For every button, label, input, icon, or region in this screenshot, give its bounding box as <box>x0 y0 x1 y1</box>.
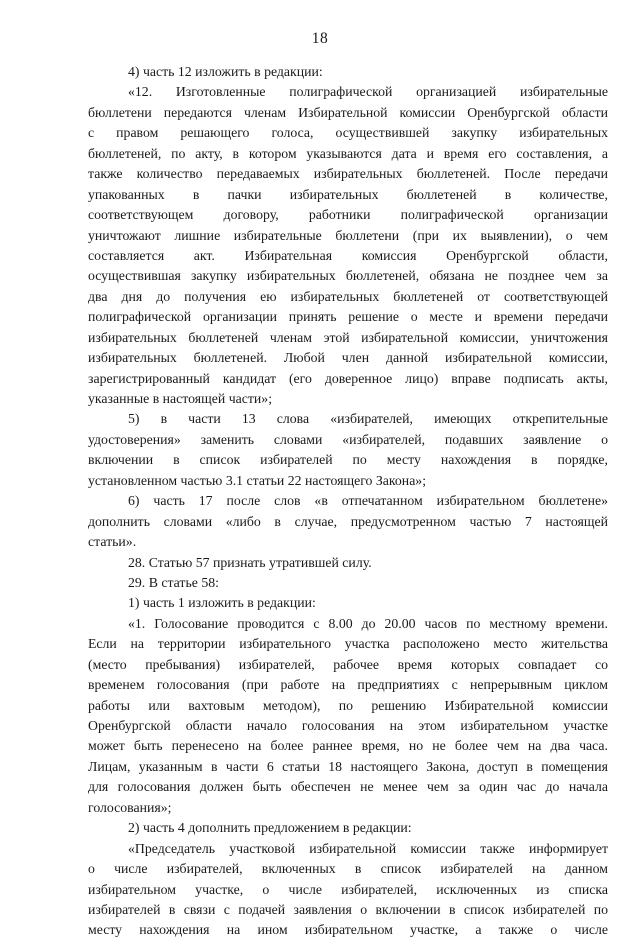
text-line: Оренбургской области начало голосования на этом избирательном участке <box>88 718 608 733</box>
text-line: установленном частью 3.1 статьи 22 настоящего Закона»; <box>88 472 427 488</box>
text-line: работы или вахтовым методом), по решению Избирательной комиссии <box>88 697 608 713</box>
text-line: голосования»; <box>88 799 172 815</box>
page-number: 18 <box>311 30 329 47</box>
text-line: Если на территории избирательного участка расположено место жительства <box>88 636 608 652</box>
text-line: может быть перенесено на более раннее время, но не более чем на два часа. <box>88 738 608 754</box>
text-line: бюллетеней, по акту, в котором указываются дата и время его составления, а <box>88 145 608 161</box>
text-line: уничтожают лишние избирательные бюллетени (при их выявлении), о чем <box>88 227 608 243</box>
text-line: «1. Голосование проводится с 8.00 до 20.00 часов по местному времени. <box>128 615 608 631</box>
text-line: 1) часть 1 изложить в редакции: <box>128 595 316 611</box>
text-line: соответствующем договору, работники полиграфической организации <box>88 207 608 223</box>
text-line: Лицам, указанным в части 6 статьи 18 настоящего Закона, доступ в помещения <box>88 758 608 774</box>
text-line: бюллетени передаются членам Избирательной комиссии Оренбургской области <box>88 104 608 120</box>
text-line: «Председатель участковой избирательной комиссии также информирует <box>128 840 608 856</box>
text-line: с правом решающего голоса, осуществившей закупку избирательных <box>88 125 608 141</box>
text-line: дополнить словами «либо в случае, предусмотренном частью 7 настоящей <box>88 513 608 529</box>
text-line: избирателей в связи с подачей заявления о включении в список избирателей по <box>88 901 608 917</box>
text-line: избирательном участке, о числе избирателей, исключенных из списка <box>88 881 608 897</box>
text-line: избирательных бюллетеней членам этой избирательной комиссии, уничтожения <box>88 329 608 345</box>
text-line: временем голосования (при работе на предприятиях с непрерывным циклом <box>88 677 608 693</box>
text-line: также количество передаваемых избирательных бюллетеней. После передачи <box>88 166 608 182</box>
text-line: избирательных бюллетеней. Любой член данной избирательной комиссии, <box>88 350 608 366</box>
text-line: включении в список избирателей по месту нахождения в порядке, <box>88 452 608 468</box>
text-line: полиграфической организации принять решение о месте и времени передачи <box>88 309 608 325</box>
text-line: составляется акт. Избирательная комиссия Оренбургской области, <box>88 247 608 263</box>
text-line: для голосования должен быть обеспечен не менее чем за один час до начала <box>88 779 608 795</box>
text-line: статьи». <box>88 534 137 550</box>
text-line: 5) в части 13 слова «избирателей, имеющих открепительные <box>128 411 608 427</box>
text-line: упакованных в пачки избирательных бюллетеней в количестве, <box>88 186 608 202</box>
text-line: 28. Статью 57 признать утратившей силу. <box>128 554 372 570</box>
text-line: два дня до получения ею избирательных бюллетеней от соответствующей <box>88 288 608 304</box>
text-line: 2) часть 4 дополнить предложением в редакции: <box>128 820 412 836</box>
text-line: 6) часть 17 после слов «в отпечатанном избирательном бюллетене» <box>128 493 608 509</box>
text-line: зарегистрированный кандидат (его доверенное лицо) вправе подписать акты, <box>88 370 608 386</box>
text-line: удостоверения» заменить словами «избирателей, подавших заявление о <box>88 431 608 447</box>
text-line: о числе избирателей, включенных в список избирателей на данном <box>88 861 608 877</box>
text-line: указанные в настоящей части»; <box>88 391 273 406</box>
text-line: 29. В статье 58: <box>128 574 219 590</box>
text-line: месту нахождения на ином избирательном участке, а также о числе <box>88 922 608 938</box>
document-body <box>88 62 608 941</box>
text-line: осуществившая закупку избирательных бюллетеней, обязана не позднее чем за <box>88 268 608 284</box>
text-line: (место пребывания) избирателей, рабочее время которых совпадает со <box>88 656 608 672</box>
text-line: «12. Изготовленные полиграфической организацией избирательные <box>128 84 608 100</box>
text-line: 4) часть 12 изложить в редакции: <box>128 64 323 79</box>
